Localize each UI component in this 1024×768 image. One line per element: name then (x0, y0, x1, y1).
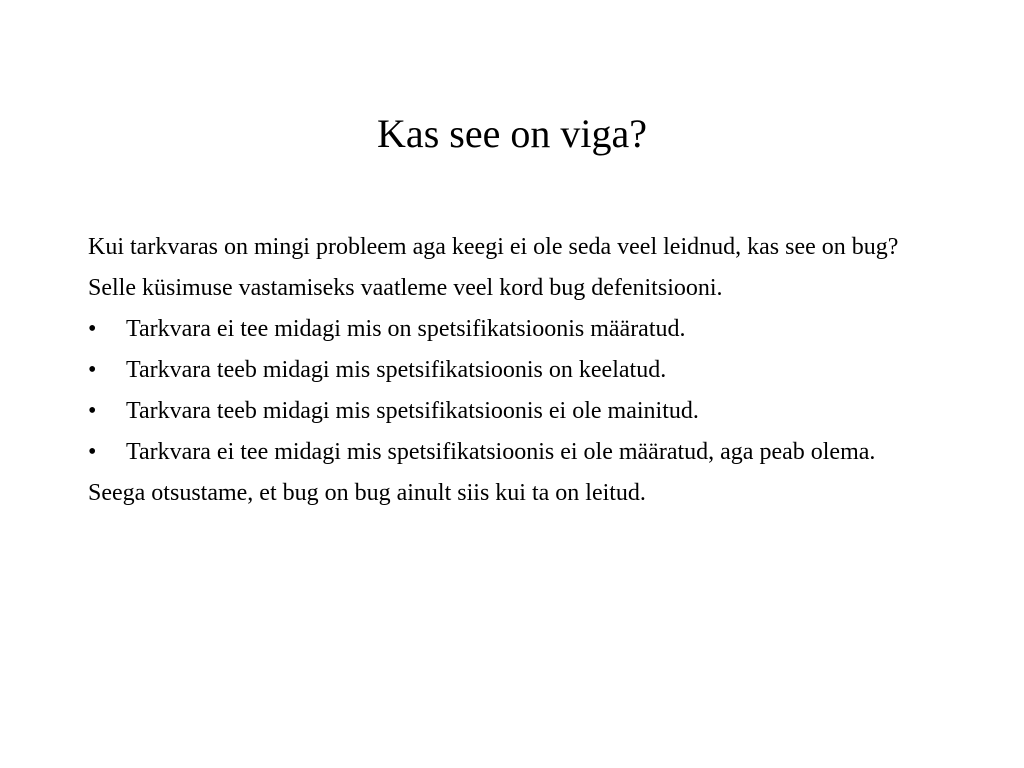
paragraph-conclusion: Seega otsustame, et bug on bug ainult siis kui ta on leitud. (88, 480, 646, 506)
bullet-item (88, 394, 938, 429)
bullet-item (88, 312, 938, 347)
bullet-marker: • (88, 357, 97, 383)
bullet-text: Tarkvara ei tee midagi mis spetsifikatsioonis ei ole määratud, aga peab olema. (126, 439, 876, 465)
slide-title: Kas see on viga? (377, 111, 647, 156)
bullet-text: Tarkvara teeb midagi mis spetsifikatsioonis on keelatud. (126, 357, 667, 383)
bullet-item (88, 353, 938, 388)
slide-body (88, 230, 938, 517)
bullet-text: Tarkvara ei tee midagi mis on spetsifikatsioonis määratud. (126, 316, 686, 342)
bullet-marker: • (88, 316, 97, 342)
bullet-item (88, 435, 938, 470)
bullet-marker: • (88, 398, 97, 424)
bullet-text: Tarkvara teeb midagi mis spetsifikatsioonis ei ole mainitud. (126, 398, 699, 424)
paragraph-intro: Selle küsimuse vastamiseks vaatleme veel kord bug defenitsiooni. (88, 275, 723, 301)
paragraph-question: Kui tarkvaras on mingi probleem aga keegi ei ole seda veel leidnud, kas see on bug? (88, 234, 899, 260)
bullet-marker: • (88, 439, 97, 465)
